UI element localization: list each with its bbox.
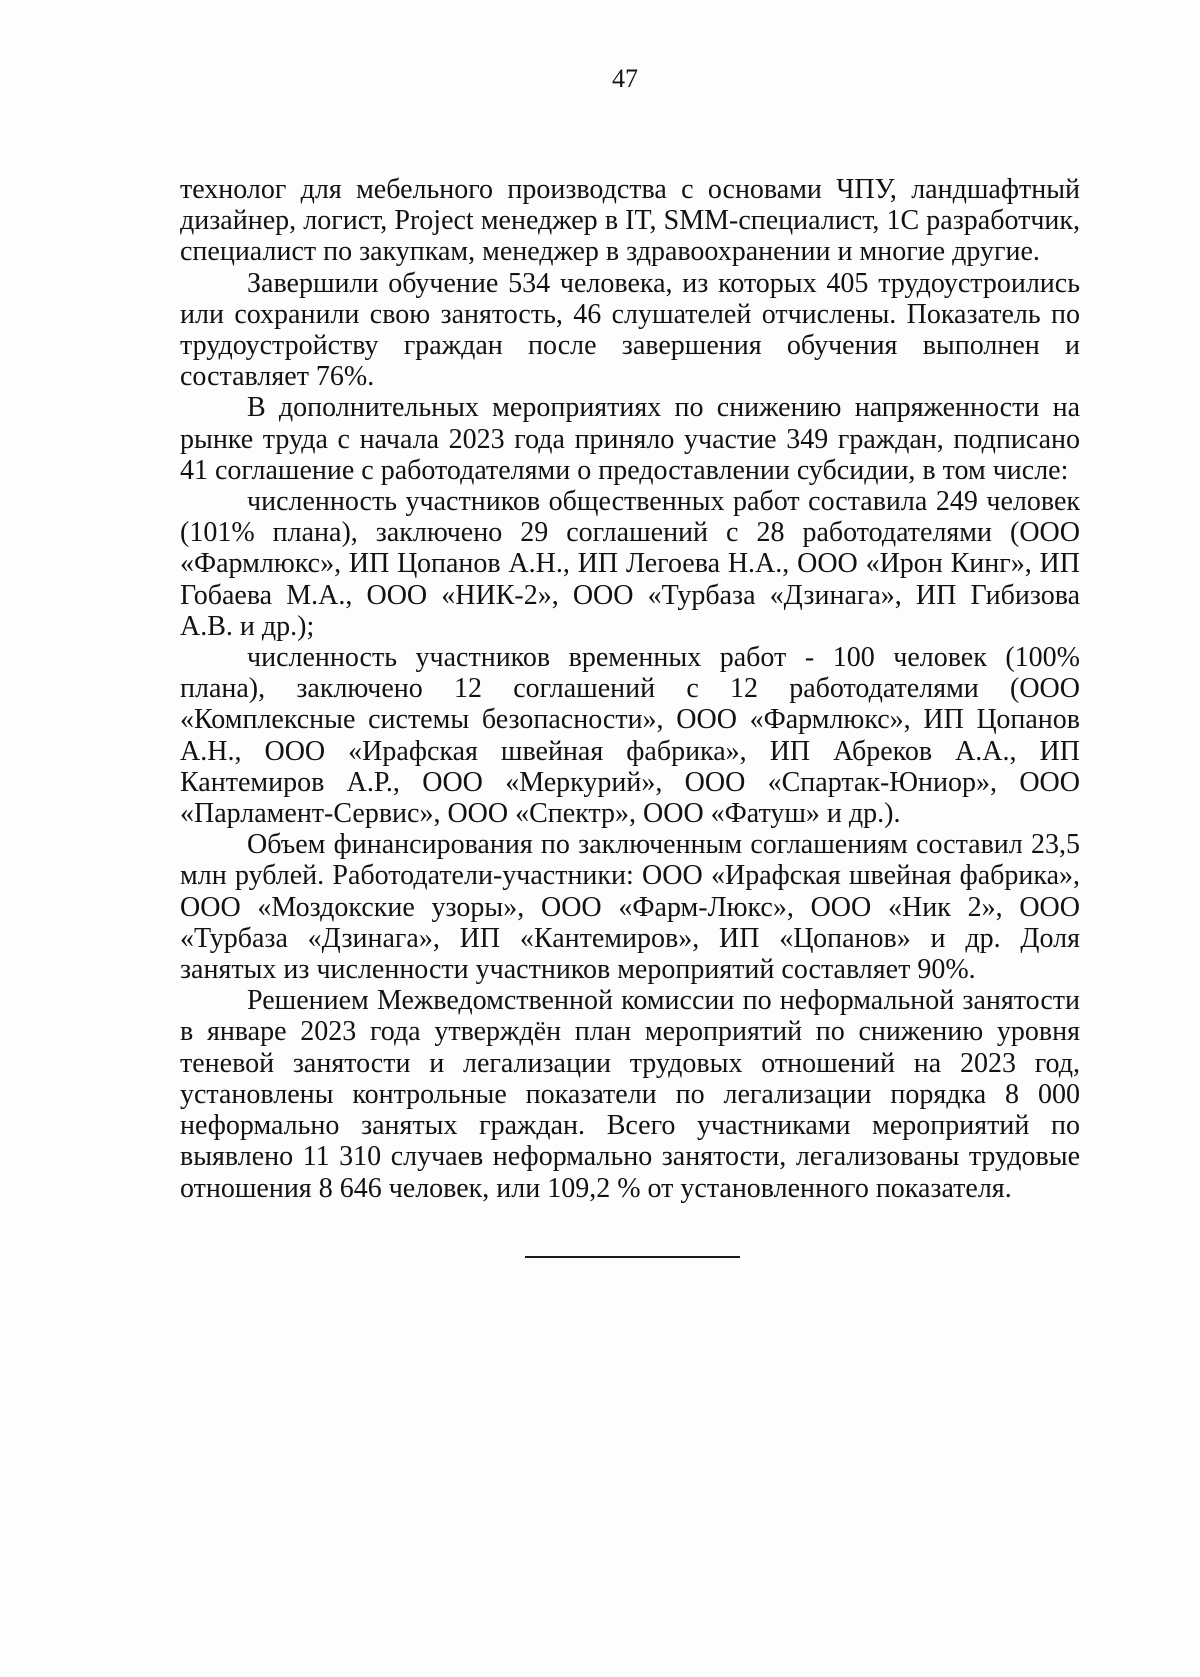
paragraph-public-works: численность участников общественных работ составила 249 человек (101% плана), заключено 29 соглашений с 28 работодателями (ООО «Фармлюкс», ИП Цопанов А.Н., ИП Легоева Н.А., ООО «Ирон Кинг», ИП Гобаева М.А., ООО «НИК-2», ООО «Турбаза «Дзинага», ИП Гибизова А.В. и др.); xyxy=(180,486,1080,642)
paragraph-additional-measures: В дополнительных мероприятиях по снижению напряженности на рынке труда с начала 2023 года приняло участие 349 граждан, подписано 41 соглашение с работодателями о предоставлении субсидии, в том числе: xyxy=(180,392,1080,486)
page-number: 47 xyxy=(612,64,638,93)
paragraph-professions-list: технолог для мебельного производства с основами ЧПУ, ландшафтный дизайнер, логист, Project менеджер в IT, SMM-специалист, 1С разработчик, специалист по закупкам, менеджер в здравоохранении и многие другие. xyxy=(180,174,1080,268)
paragraph-informal-employment: Решением Межведомственной комиссии по неформальной занятости в январе 2023 года утверждён план мероприятий по снижению уровня теневой занятости и легализации трудовых отношений на 2023 год, установлены контрольные показатели по легализации порядка 8 000 неформально занятых граждан. Всего участниками мероприятий по выявлено 11 310 случаев неформально занятости, легализованы трудовые отношения 8 646 человек, или 109,2 % от установленного показателя. xyxy=(180,985,1080,1204)
closing-divider-line xyxy=(525,1256,740,1258)
paragraph-temporary-works: численность участников временных работ - 100 человек (100% плана), заключено 12 соглашений с 12 работодателями (ООО «Комплексные системы безопасности», ООО «Фармлюкс», ИП Цопанов А.Н., ООО «Ирафская швейная фабрика», ИП Абреков А.А., ИП Кантемиров А.Р., ООО «Меркурий», ООО «Спартак-Юниор», ООО «Парламент-Сервис», ООО «Спектр», ООО «Фатуш» и др.). xyxy=(180,642,1080,830)
paragraph-financing: Объем финансирования по заключенным соглашениям составил 23,5 млн рублей. Работодатели-участники: ООО «Ирафская швейная фабрика», ООО «Моздокские узоры», ООО «Фарм-Люкс», ООО «Ник 2», ООО «Турбаза «Дзинага», ИП «Кантемиров», ИП «Цопанов» и др. Доля занятых из численности участников мероприятий составляет 90%. xyxy=(180,829,1080,986)
document-body xyxy=(180,174,1080,1204)
paragraph-training-results: Завершили обучение 534 человека, из которых 405 трудоустроились или сохранили свою занятость, 46 слушателей отчислены. Показатель по трудоустройству граждан после завершения обучения выполнен и составляет 76%. xyxy=(180,267,1080,393)
